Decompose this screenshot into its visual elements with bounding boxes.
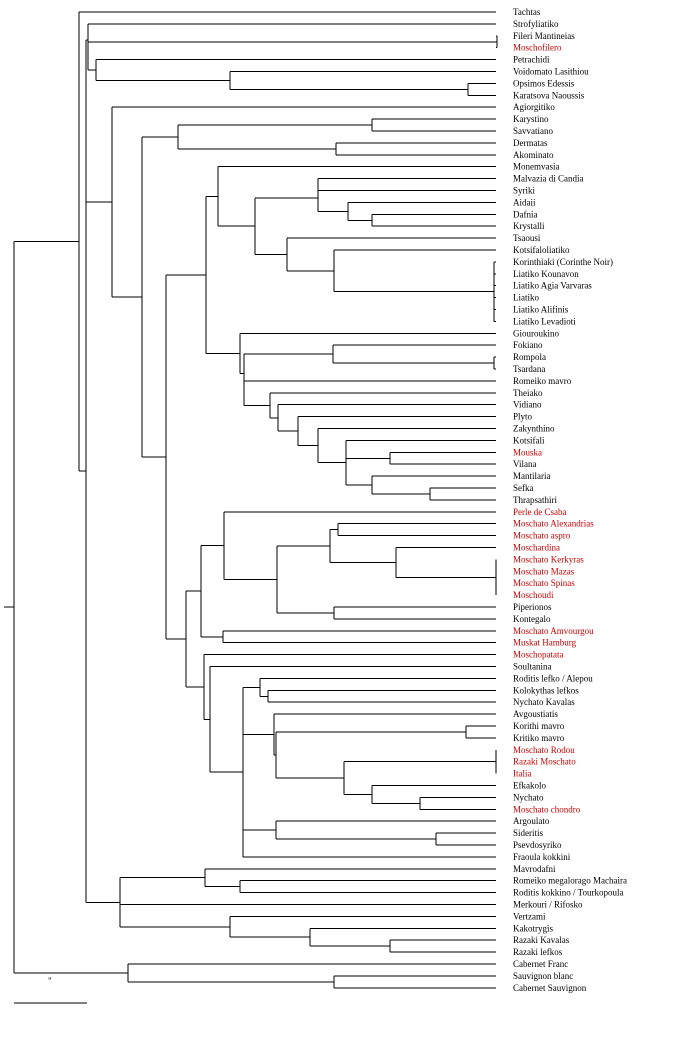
- taxon-label: Avgoustiatis: [513, 709, 558, 720]
- taxon-label: Kontegalo: [513, 613, 551, 624]
- taxon-label: Moschato chondro: [513, 804, 581, 815]
- taxon-label: Nychato: [513, 792, 544, 803]
- taxon-label: Moschardina: [513, 542, 560, 553]
- taxon-label: Moschato Kerkyras: [513, 554, 584, 565]
- taxon-label: Fokiano: [513, 340, 543, 351]
- taxon-label: Zakynthino: [513, 423, 555, 434]
- taxon-label: Liatiko Kounavon: [513, 268, 579, 279]
- taxon-label: Sideritis: [513, 828, 544, 839]
- taxon-label: Sefka: [513, 483, 534, 493]
- taxon-label: Kritiko mavro: [513, 732, 565, 743]
- taxon-label: Moschopatata: [513, 649, 564, 660]
- taxon-label: Theiako: [513, 387, 543, 398]
- taxon-label: Dafnia: [513, 209, 538, 220]
- taxon-label: Karatsova Naoussis: [513, 90, 585, 101]
- taxon-label: Cabernet Sauvignon: [513, 982, 587, 993]
- taxon-label: Sauvignon blanc: [513, 970, 574, 981]
- taxon-label: Monemvasia: [513, 161, 560, 172]
- taxon-label: Fileri Mantineias: [513, 30, 575, 41]
- taxon-label: Razaki Kavalas: [513, 935, 570, 946]
- taxon-label: Romeiko mavro: [513, 375, 572, 386]
- taxon-label: Vidiano: [513, 399, 542, 410]
- taxon-label: Fraoula kokkini: [513, 851, 571, 862]
- taxon-label: Mavrodafni: [513, 863, 556, 874]
- taxon-label: Merkouri / Rifosko: [513, 899, 583, 910]
- taxon-label: Akominato: [513, 149, 554, 160]
- taxon-label: Muskat Hamburg: [513, 637, 577, 648]
- taxon-label: Rompola: [513, 352, 546, 363]
- taxon-label: Kotsifali: [513, 435, 545, 446]
- taxon-label: Razaki Moschato: [513, 756, 576, 767]
- taxon-label: Argoulato: [513, 816, 550, 827]
- taxon-label: Perle de Csaba: [513, 506, 567, 517]
- taxon-label: Kakotrygis: [513, 923, 553, 934]
- taxon-label: Roditis kokkino / Tourkopoula: [513, 887, 624, 898]
- taxon-label: Vilana: [513, 459, 537, 470]
- taxon-label: Moschato Alexandrias: [513, 518, 594, 529]
- taxon-label: Mantilaria: [513, 471, 551, 482]
- taxon-label: Giouroukino: [513, 328, 559, 339]
- taxon-label: Korinthiaki (Corinthe Noir): [513, 256, 613, 267]
- taxon-label: Piperionos: [513, 602, 552, 612]
- taxon-label: Savvatiano: [513, 126, 553, 136]
- taxon-label: Tachtas: [513, 7, 541, 17]
- scale-bar-label: ": [48, 976, 52, 986]
- taxon-label: Karystino: [513, 114, 549, 125]
- taxon-label: Vertzami: [513, 911, 546, 922]
- taxon-label: Agiorgitiko: [513, 102, 555, 113]
- taxon-label: Moschato Mazas: [513, 566, 575, 577]
- taxon-label: Razaki lefkos: [513, 947, 563, 958]
- taxon-label: Plyto: [513, 411, 533, 422]
- taxon-label: Nychato Kavalas: [513, 697, 575, 708]
- taxon-label: Cabernet Franc: [513, 959, 569, 969]
- taxon-label: Aidaii: [513, 197, 536, 208]
- taxon-label: Liatiko: [513, 292, 539, 303]
- taxon-label: Kolokythas lefkos: [513, 685, 579, 696]
- taxon-label: Strofyliatiko: [513, 18, 559, 29]
- taxon-label: Opsimos Edessis: [513, 78, 575, 89]
- scale-bar: [14, 976, 87, 1003]
- taxon-label: Romeiko megalorago Machaira: [513, 875, 627, 886]
- taxon-label: Liatiko Alifinis: [513, 304, 569, 315]
- taxon-labels: [513, 7, 627, 993]
- tree-branches: [4, 12, 497, 988]
- taxon-label: Voidomato Lasithiou: [513, 66, 589, 77]
- taxon-label: Moschato Spinas: [513, 578, 575, 589]
- taxon-label: Korithi mavro: [513, 721, 565, 731]
- taxon-label: Dermatas: [513, 137, 548, 148]
- taxon-label: Soultanina: [513, 661, 552, 672]
- taxon-label: Italia: [513, 768, 532, 779]
- taxon-label: Moschofilero: [513, 42, 562, 53]
- taxon-label: Moschato aspro: [513, 530, 571, 541]
- taxon-label: Psevdosyriko: [513, 840, 562, 850]
- taxon-label: Malvazia di Candia: [513, 173, 584, 184]
- taxon-label: Efkakolo: [513, 780, 546, 791]
- taxon-label: Krystalli: [513, 221, 545, 232]
- taxon-label: Kotsifaloliatiko: [513, 245, 570, 255]
- taxon-label: Syriki: [513, 185, 536, 196]
- taxon-label: Tsaousi: [513, 233, 541, 244]
- taxon-label: Moschoudi: [513, 590, 554, 601]
- taxon-label: Thrapsathiri: [513, 494, 557, 505]
- taxon-label: Liatiko Levadioti: [513, 316, 576, 327]
- taxon-label: Petrachidi: [513, 54, 550, 65]
- taxon-label: Moschato Amvourgou: [513, 625, 594, 636]
- taxon-label: Tsardana: [513, 364, 546, 374]
- taxon-label: Mouska: [513, 447, 542, 458]
- taxon-label: Liatiko Agia Varvaras: [513, 280, 592, 291]
- taxon-label: Roditis lefko / Alepou: [513, 673, 593, 684]
- taxon-label: Moschato Rodou: [513, 744, 575, 755]
